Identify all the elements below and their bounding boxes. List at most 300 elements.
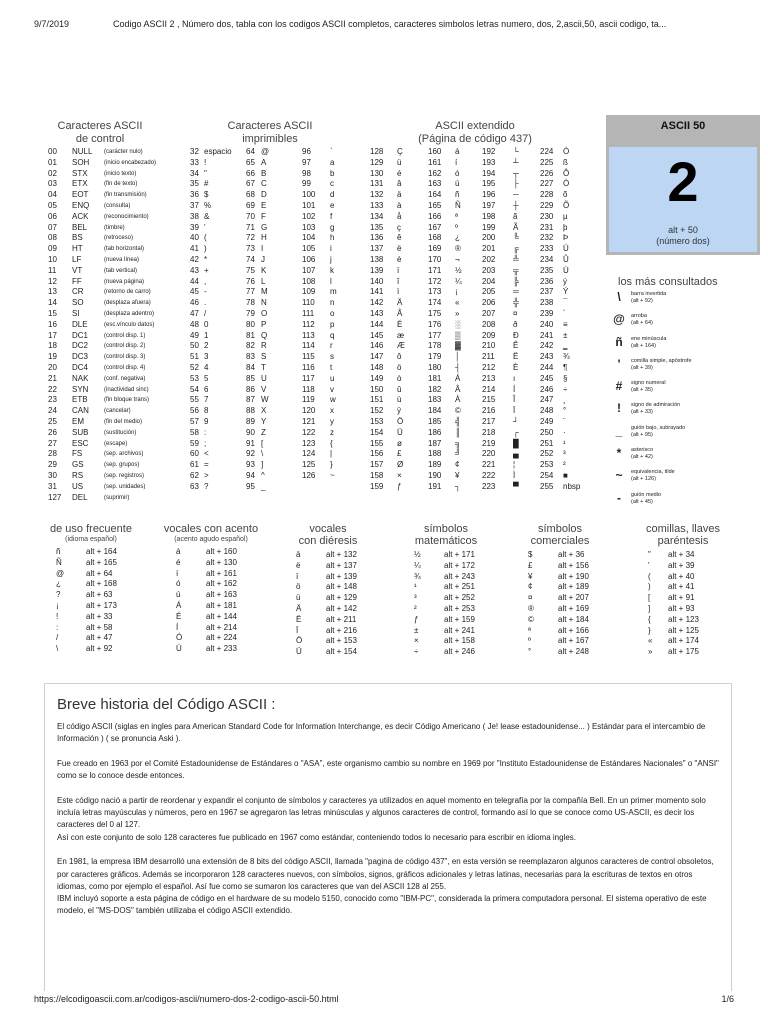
group-char: ! (56, 611, 59, 621)
extended-char: ╩ (513, 254, 519, 264)
printable-code: 67 (246, 179, 255, 189)
control-name: ACK (72, 211, 89, 221)
extended-char: Æ (397, 341, 405, 351)
control-name: BS (72, 233, 83, 243)
extended-char: ï (397, 265, 400, 275)
extended-char: Ý (563, 287, 569, 297)
extended-char: é (397, 168, 402, 178)
printable-code: 53 (190, 373, 199, 383)
extended-char: á (455, 147, 460, 156)
group-subtitle: comerciales (530, 535, 590, 547)
printable-header-line2: imprimibles (242, 133, 298, 145)
control-code: 127 (48, 492, 62, 502)
consulted-name: signo de admiración (631, 402, 681, 409)
history-paragraph: Fue creado en 1963 por el Comité Estadounidense de Estándares o "ASA", este organismo cambio su nombre en 1969 por "Instituto Estadounidense de Estándares Nacionales" o "ANSI" como se lo conoce desde entonces. (57, 758, 719, 781)
extended-char: © (455, 406, 461, 416)
group-alt: alt + 161 (206, 568, 237, 578)
group-char: É (176, 611, 182, 621)
group-char: { (648, 614, 651, 624)
group-alt: alt + 33 (86, 611, 113, 621)
group-alt: alt + 41 (668, 582, 695, 592)
group-char: ó (176, 579, 181, 589)
extended-code: 244 (540, 362, 554, 372)
printable-char: X (261, 406, 267, 416)
extended-char: ð (513, 319, 518, 329)
printable-char: f (330, 211, 333, 221)
group-subtitle: (acento agudo español) (174, 536, 248, 543)
printable-char: e (330, 200, 335, 210)
control-code: 31 (48, 481, 57, 491)
printable-char: ^ (261, 470, 265, 480)
printable-char: J (261, 254, 265, 264)
printable-char: > (204, 470, 209, 480)
printable-code: 109 (302, 287, 316, 297)
printable-char: ! (204, 157, 207, 167)
printable-code: 94 (246, 470, 255, 480)
extended-char: Û (563, 254, 569, 264)
extended-char: ¼ (455, 276, 462, 286)
extended-char: ■ (563, 470, 568, 480)
group-subtitle: con diéresis (298, 535, 358, 547)
extended-char: î (397, 276, 400, 286)
table-row (370, 460, 590, 471)
table-row (370, 201, 590, 212)
group-alt: alt + 243 (444, 571, 475, 581)
control-desc: (inicio encabezado) (104, 159, 157, 166)
table-row (370, 147, 590, 158)
extended-code: 217 (482, 416, 496, 426)
control-desc: (esc.vínculo datos) (104, 321, 155, 328)
control-desc: (sep. grupos) (104, 462, 140, 469)
printable-char: \ (261, 449, 264, 459)
consulted-name: ene minúscula (631, 335, 667, 342)
featured-title: ASCII 50 (660, 120, 706, 132)
extended-char: ┴ (513, 157, 519, 167)
control-code: 11 (48, 265, 57, 275)
control-desc: (sep. archivos) (104, 451, 144, 458)
extended-char: Å (397, 308, 403, 318)
table-row (48, 309, 188, 320)
list-item (156, 633, 266, 644)
control-name: FS (72, 449, 83, 459)
printable-code: 79 (246, 308, 255, 318)
extended-code: 238 (540, 298, 554, 308)
table-row (48, 352, 188, 363)
consulted-alt: (alt + 164) (631, 342, 656, 349)
extended-char: Ê (513, 341, 519, 351)
group-alt: alt + 92 (86, 644, 113, 654)
extended-char: Ç (397, 147, 403, 156)
table-row (48, 374, 188, 385)
group-alt: alt + 164 (86, 547, 117, 556)
printable-char: 6 (204, 384, 209, 394)
printable-code: 97 (302, 157, 311, 167)
control-chars-table (48, 147, 188, 503)
extended-code: 204 (482, 276, 496, 286)
extended-code: 173 (428, 287, 442, 297)
table-row (370, 331, 590, 342)
printable-code: 66 (246, 168, 255, 178)
group-alt: alt + 156 (558, 560, 589, 570)
consulted-char: ~ (615, 468, 623, 483)
group-char: ¢ (528, 582, 533, 592)
printable-char: + (204, 265, 209, 275)
group-char: Ö (296, 636, 303, 646)
group-alt: alt + 148 (326, 582, 357, 592)
control-code: 06 (48, 211, 57, 221)
table-row (190, 212, 350, 223)
group-alt: alt + 253 (444, 603, 475, 613)
control-name: SUB (72, 427, 89, 437)
printable-char: L (261, 276, 266, 286)
control-chars-header (40, 120, 160, 146)
extended-char: Ö (397, 416, 404, 426)
group-char: ö (296, 582, 301, 592)
printable-code: 78 (246, 298, 255, 308)
extended-char: Þ (563, 233, 569, 243)
extended-code: 159 (370, 481, 384, 491)
extended-char: Ã (513, 222, 519, 232)
featured-alt: alt + 50 (668, 225, 698, 235)
control-name: US (72, 481, 84, 491)
table-row (190, 190, 350, 201)
control-desc: (retorno de carro) (104, 289, 151, 296)
group-char: [ (648, 593, 651, 603)
extended-code: 198 (482, 211, 496, 221)
extended-char: ½ (455, 265, 462, 275)
extended-char: ╦ (513, 265, 519, 275)
control-code: 01 (48, 157, 57, 167)
printable-code: 113 (302, 330, 315, 340)
group-alt: alt + 171 (444, 550, 475, 559)
extended-char: í (455, 157, 458, 167)
printable-char: ( (204, 233, 207, 243)
extended-char: Ù (563, 265, 569, 275)
extended-char: ¦ (513, 460, 516, 470)
control-name: GS (72, 460, 84, 470)
extended-code: 158 (370, 470, 384, 480)
printable-char: A (261, 157, 267, 167)
printable-code: 99 (302, 179, 311, 189)
group-alt: alt + 158 (444, 636, 475, 646)
list-item (276, 582, 380, 593)
printable-code: 54 (190, 384, 199, 394)
table-row (190, 363, 350, 374)
printable-code: 60 (190, 449, 199, 459)
extended-char: Â (455, 384, 461, 394)
list-item (628, 604, 738, 615)
extended-char: ® (455, 244, 461, 254)
extended-char: ¸ (563, 395, 566, 405)
control-code: 26 (48, 427, 57, 437)
table-row (48, 255, 188, 266)
consulted-name: asterisco (631, 447, 654, 454)
table-row (48, 147, 188, 158)
printable-code: 106 (302, 254, 316, 264)
group-title: comillas, llaves (646, 523, 720, 535)
extended-code: 241 (540, 330, 554, 340)
control-header-line1: Caracteres ASCII (57, 120, 143, 132)
consulted-char: \ (617, 290, 621, 304)
table-row (48, 449, 188, 460)
extended-char: Í (513, 384, 516, 394)
group-char: Ó (176, 633, 183, 643)
extended-code: 160 (428, 147, 442, 156)
consulted-char: ' (617, 356, 621, 371)
table-row (48, 406, 188, 417)
table-row (370, 287, 590, 298)
printable-char: G (261, 222, 268, 232)
printable-code: 95 (246, 481, 255, 491)
group-char: « (648, 636, 653, 646)
printable-code: 110 (302, 298, 315, 308)
extended-code: 233 (540, 244, 554, 254)
extended-code: 177 (428, 330, 442, 340)
printable-code: 58 (190, 427, 199, 437)
control-desc: (fin de texto) (104, 181, 138, 188)
printable-code: 44 (190, 276, 199, 286)
printable-char: & (204, 211, 210, 221)
printable-code: 71 (246, 222, 255, 232)
consulted-char: * (616, 446, 622, 461)
extended-char: ┤ (455, 362, 461, 372)
group-char: ) (648, 582, 651, 592)
group-alt: alt + 125 (668, 625, 699, 635)
extended-code: 148 (370, 362, 384, 372)
extended-char: ò (397, 373, 402, 383)
table-row (48, 266, 188, 277)
table-row (48, 320, 188, 331)
extended-char: Õ (563, 200, 570, 210)
printable-char: B (261, 168, 267, 178)
printable-char: I (261, 244, 264, 254)
table-row (190, 385, 350, 396)
history-section (44, 683, 732, 991)
table-row (370, 233, 590, 244)
extended-code: 185 (428, 416, 442, 426)
table-row (48, 287, 188, 298)
printable-code: 33 (190, 157, 199, 167)
consulted-alt: (alt + 42) (631, 454, 653, 461)
printable-code: 92 (246, 449, 255, 459)
extended-code: 252 (540, 449, 554, 459)
extended-char: Ì (513, 470, 516, 480)
printable-code: 34 (190, 168, 199, 178)
extended-char: ╣ (455, 416, 461, 426)
printable-char: ~ (330, 470, 335, 480)
extended-code: 219 (482, 438, 496, 448)
extended-code: 181 (428, 373, 442, 383)
printable-char: O (261, 308, 268, 318)
extended-char: ▀ (513, 481, 519, 491)
extended-char: â (397, 179, 402, 189)
group-title: símbolos (537, 523, 583, 535)
group-char: ü (296, 593, 301, 603)
printable-char: 8 (204, 406, 209, 416)
extended-char: Î (513, 395, 516, 405)
extended-code: 146 (370, 341, 384, 351)
extended-char: Ë (513, 352, 519, 362)
group-char: ® (528, 603, 534, 613)
featured-char-name: (número dos) (656, 236, 710, 246)
extended-char: ▓ (455, 341, 461, 351)
printable-char: 3 (204, 352, 209, 362)
extended-code: 200 (482, 233, 496, 243)
printable-code: 85 (246, 373, 255, 383)
extended-code: 157 (370, 460, 384, 470)
extended-code: 255 (540, 481, 554, 491)
extended-code: 236 (540, 276, 554, 286)
group-alt: alt + 216 (326, 625, 357, 635)
control-desc: (tab vertical) (104, 267, 138, 274)
list-item (36, 644, 146, 655)
list-item (156, 644, 266, 655)
extended-code: 239 (540, 308, 554, 318)
group-char: " (648, 550, 651, 559)
control-name: NAK (72, 373, 89, 383)
list-item (508, 647, 612, 658)
printable-code: 112 (302, 319, 315, 329)
printable-code: 76 (246, 276, 255, 286)
printable-char: t (330, 362, 333, 372)
printable-char: D (261, 190, 267, 200)
control-name: VT (72, 265, 83, 275)
printable-code: 108 (302, 276, 316, 286)
printable-code: 86 (246, 384, 255, 394)
control-name: HT (72, 244, 83, 254)
history-paragraph: En 1981, la empresa IBM desarrolló una extensión de 8 bits del código ASCII, llamada "pagina de código 437", en esta versión se reemplazaron algunos caracteres de control obsoletos, por caracteres gráficos. Además se incorporaron 128 caracteres nuevos, con símbolos, signos, gráficos adicionales y letras latinas, necesarias para la escrituras de textos en otros idiomas, como por ejemplo el español. Así fue como se sumaron los caracteres que van del ASCII 128 al 255. IBM incluyó soporte a esta página de código en el hardware de su modelo 5150, conocido como "IBM-PC", considerada la primera computadora personal. El sistema operativo de este modelo, el "MS-DOS" también utilizaba el código ASCII extendido. (57, 857, 714, 916)
group-char: ¡ (56, 600, 59, 610)
printable-code: 43 (190, 265, 199, 275)
printable-code: 65 (246, 157, 255, 167)
control-code: 16 (48, 319, 57, 329)
control-desc: (desplaza afuera) (104, 300, 151, 307)
table-row (370, 471, 590, 482)
extended-char: ¤ (513, 308, 518, 318)
list-item (508, 626, 612, 637)
extended-char: ░ (455, 319, 461, 329)
extended-code: 156 (370, 449, 384, 459)
table-row (190, 352, 350, 363)
list-item (394, 626, 498, 637)
printable-code: 72 (246, 233, 255, 243)
printable-char: 5 (204, 373, 209, 383)
table-row (370, 320, 590, 331)
table-row (370, 449, 590, 460)
group-alt: alt + 233 (206, 644, 237, 654)
table-row (48, 190, 188, 201)
control-code: 23 (48, 395, 57, 405)
table-row (370, 190, 590, 201)
table-row (48, 169, 188, 180)
list-item (394, 615, 498, 626)
table-row (48, 417, 188, 428)
extended-char: « (455, 298, 460, 308)
group-char: ¹ (414, 582, 417, 592)
print-url: https://elcodigoascii.com.ar/codigos-ascii/numero-dos-2-codigo-ascii-50.html (34, 994, 339, 1004)
extended-code: 216 (482, 406, 496, 416)
printable-char: h (330, 233, 335, 243)
printable-char: n (330, 298, 335, 308)
printable-code: 73 (246, 244, 255, 254)
extended-char: nbsp (563, 481, 581, 491)
printable-code: 103 (302, 222, 316, 232)
control-name: LF (72, 254, 82, 264)
group-alt: alt + 64 (86, 568, 113, 578)
featured-alt-code (609, 225, 757, 247)
table-row (190, 233, 350, 244)
extended-code: 234 (540, 254, 554, 264)
group-alt: alt + 162 (206, 579, 237, 589)
printable-header-line1: Caracteres ASCII (227, 120, 313, 132)
printable-char: 1 (204, 330, 209, 340)
printable-code: 100 (302, 190, 316, 200)
extended-char: ╬ (513, 298, 519, 308)
printable-char: u (330, 373, 335, 383)
table-row (190, 439, 350, 450)
control-name: CR (72, 287, 84, 297)
extended-char: À (455, 395, 461, 405)
consulted-name: guión bajo, subrayado (631, 424, 686, 431)
table-row (370, 406, 590, 417)
consulted-alt: (alt + 126) (631, 476, 656, 483)
list-item (394, 550, 498, 561)
control-name: RS (72, 470, 84, 480)
table-row (370, 266, 590, 277)
printable-char: P (261, 319, 267, 329)
extended-code: 199 (482, 222, 496, 232)
printable-char: @ (261, 147, 270, 156)
group-char: ² (414, 603, 417, 613)
control-desc: (fin del medio) (104, 418, 143, 425)
printable-code: 50 (190, 341, 199, 351)
group-char: Ï (296, 625, 299, 635)
list-item (628, 593, 738, 604)
extended-code: 237 (540, 287, 554, 297)
group-title: vocales con acento (163, 523, 259, 535)
group-char: ª (528, 625, 531, 635)
list-item (36, 601, 146, 612)
table-row (370, 395, 590, 406)
list-item (36, 590, 146, 601)
printable-code: 126 (302, 470, 316, 480)
extended-char: ü (397, 157, 402, 167)
table-row (190, 298, 350, 309)
group-char: á (176, 547, 181, 556)
list-item (276, 550, 380, 561)
table-row (48, 244, 188, 255)
group-char: Ë (296, 614, 302, 624)
group-alt: alt + 63 (86, 590, 113, 600)
table-row (190, 169, 350, 180)
list-item (628, 626, 738, 637)
extended-char: ² (563, 460, 566, 470)
printable-code: 90 (246, 427, 255, 437)
print-date: 9/7/2019 (34, 19, 70, 29)
control-desc: (cancelar) (104, 408, 131, 415)
control-desc: (control disp. 2) (104, 343, 146, 350)
group-char: : (56, 622, 59, 632)
printable-code: 121 (302, 416, 316, 426)
extended-char: ‗ (563, 341, 568, 351)
extended-char: º (455, 222, 458, 232)
group-alt: alt + 211 (326, 614, 357, 624)
table-row (190, 266, 350, 277)
printable-char: . (204, 298, 207, 308)
extended-code: 205 (482, 287, 496, 297)
extended-char: ¬ (455, 254, 460, 264)
table-row (190, 277, 350, 288)
